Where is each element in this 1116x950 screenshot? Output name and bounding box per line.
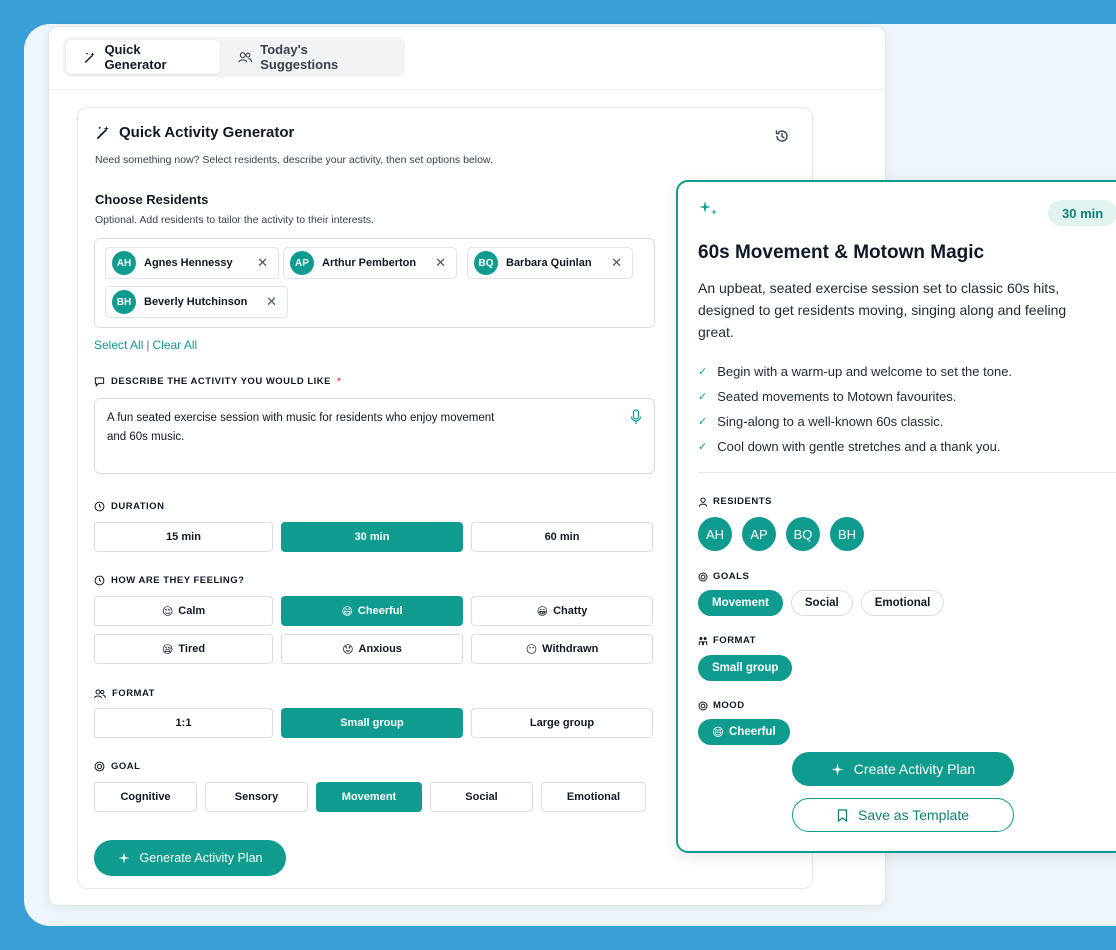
feeling-option-tired[interactable] (94, 634, 273, 664)
resident-chip-agnes (105, 247, 279, 279)
plan-residents-label (698, 496, 772, 507)
create-button-label: Create Activity Plan (853, 761, 976, 777)
duration-options (94, 522, 653, 552)
generate-button-label: Generate Activity Plan (139, 851, 263, 865)
card-title-text: Quick Activity Generator (119, 124, 295, 141)
save-button-label: Save as Template (857, 807, 970, 823)
wand-icon (84, 51, 96, 64)
tab-quick-generator[interactable] (66, 40, 220, 74)
wand-icon (96, 125, 111, 140)
bookmark-icon (837, 809, 848, 822)
resident-chip-barbara (467, 247, 633, 279)
clock-icon (94, 501, 105, 512)
tired-emoji-icon: 😪 (161, 643, 174, 656)
goal-label-text: GOAL (111, 761, 141, 772)
tab-label: Today's Suggestions (260, 42, 339, 72)
mood-label-text: MOOD (713, 700, 745, 711)
check-icon: ✓ (698, 416, 708, 428)
feeling-option-cheerful[interactable] (281, 596, 463, 626)
sparkles-icon (698, 200, 720, 218)
goal-pill-social[interactable]: Social (791, 590, 853, 616)
feeling-option-chatty[interactable] (471, 596, 653, 626)
duration-option-30[interactable]: 30 min (281, 522, 463, 552)
goal-pill-movement[interactable]: Movement (698, 590, 783, 616)
plan-step-text: Cool down with gentle stretches and a thank you. (717, 439, 1001, 454)
withdrawn-emoji-icon: 😶 (525, 643, 538, 656)
describe-label (94, 376, 341, 387)
plan-mood (698, 719, 790, 745)
required-marker: * (336, 376, 342, 387)
select-all-link[interactable]: Select All (94, 338, 144, 352)
selection-links (94, 338, 197, 352)
plan-step-text: Seated movements to Motown favourites. (717, 389, 957, 404)
check-icon: ✓ (698, 366, 708, 378)
avatar: AH (698, 517, 732, 551)
feeling-label: Anxious (358, 643, 402, 655)
plan-step (698, 434, 1012, 459)
format-label-text: FORMAT (713, 635, 756, 646)
plan-step (698, 409, 1012, 434)
check-icon: ✓ (698, 441, 708, 453)
cheerful-emoji-icon: 😄 (712, 727, 724, 739)
activity-plan-panel (676, 180, 1116, 853)
format-label-text: FORMAT (112, 688, 155, 699)
feeling-label (94, 575, 244, 586)
plan-step (698, 359, 1012, 384)
goal-label (94, 761, 140, 772)
create-activity-plan-button[interactable] (792, 752, 1014, 786)
target-icon (698, 701, 708, 711)
plan-format (698, 655, 792, 681)
header-divider (49, 89, 885, 90)
comment-icon (94, 376, 105, 387)
resident-name: Arthur Pemberton (322, 257, 417, 269)
target-icon (698, 572, 708, 582)
avatar: AP (742, 517, 776, 551)
remove-resident-button[interactable]: ✕ (266, 294, 277, 309)
feeling-options-row-1 (94, 596, 653, 626)
people-icon (698, 636, 708, 646)
residents-subtitle: Optional. Add residents to tailor the activity to their interests. (95, 214, 374, 226)
anxious-emoji-icon: 😟 (342, 643, 354, 656)
feeling-label: Withdrawn (542, 643, 599, 655)
mood-text: Cheerful (729, 726, 776, 738)
feeling-label: Calm (178, 605, 206, 617)
avatar: BH (112, 290, 136, 314)
clock-icon (94, 575, 105, 586)
duration-option-60[interactable]: 60 min (471, 522, 653, 552)
format-label (94, 688, 155, 699)
plan-format-label (698, 635, 756, 646)
resident-name: Barbara Quinlan (506, 257, 592, 269)
plan-mood-label (698, 700, 745, 711)
generate-activity-plan-button[interactable] (94, 840, 286, 876)
format-option-small-group[interactable]: Small group (281, 708, 463, 738)
user-icon (698, 497, 708, 507)
goal-option-social[interactable]: Social (430, 782, 533, 812)
residents-label-text: RESIDENTS (713, 496, 772, 507)
remove-resident-button[interactable]: ✕ (435, 255, 446, 270)
goal-option-sensory[interactable]: Sensory (205, 782, 308, 812)
link-separator: | (146, 338, 150, 352)
history-icon[interactable] (774, 128, 790, 144)
feeling-options-row-2 (94, 634, 653, 664)
goal-option-cognitive[interactable]: Cognitive (94, 782, 197, 812)
resident-name: Agnes Hennessy (144, 257, 233, 269)
plan-goals-label (698, 571, 749, 582)
mood-pill[interactable] (698, 719, 790, 745)
plan-step (698, 384, 1012, 409)
resident-chip-arthur (283, 247, 457, 279)
plan-title: 60s Movement & Motown Magic (698, 242, 985, 263)
remove-resident-button[interactable]: ✕ (257, 255, 268, 270)
format-options (94, 708, 653, 738)
feeling-label: Chatty (553, 605, 588, 617)
chatty-emoji-icon: 😀 (536, 605, 549, 618)
duration-label (94, 501, 164, 512)
check-icon: ✓ (698, 391, 708, 403)
resident-name: Beverly Hutchinson (144, 296, 248, 308)
format-option-large-group[interactable]: Large group (471, 708, 653, 738)
feeling-label: Cheerful (357, 605, 403, 617)
plan-steps (698, 359, 1012, 459)
format-option-one-to-one[interactable]: 1:1 (94, 708, 273, 738)
format-pill[interactable]: Small group (698, 655, 792, 681)
goal-options (94, 782, 646, 812)
feeling-option-anxious[interactable] (281, 634, 463, 664)
goal-pill-emotional[interactable]: Emotional (861, 590, 945, 616)
plan-step-text: Sing-along to a well-known 60s classic. (717, 414, 944, 429)
residents-title: Choose Residents (95, 192, 209, 207)
plan-goals (698, 590, 944, 616)
activity-description-text: A fun seated exercise session with music for residents who enjoy movement and 60s music. (107, 412, 495, 443)
plan-description: An upbeat, seated exercise session set to classic 60s hits, designed to get residents moving, singing along and feeling great. (698, 280, 1067, 340)
duration-label-text: DURATION (111, 501, 165, 512)
panel-divider (698, 472, 1116, 473)
goals-label-text: GOALS (713, 571, 750, 582)
describe-label-text: DESCRIBE THE ACTIVITY YOU WOULD LIKE (111, 376, 331, 387)
remove-resident-button[interactable]: ✕ (611, 255, 622, 270)
goal-option-emotional[interactable]: Emotional (541, 782, 646, 812)
avatar: BQ (474, 251, 498, 275)
calm-emoji-icon: 😌 (161, 605, 174, 618)
microphone-icon[interactable] (630, 409, 642, 425)
target-icon (94, 761, 105, 772)
card-subtitle: Need something now? Select residents, describe your activity, then set options below. (95, 154, 493, 166)
plan-step-text: Begin with a warm-up and welcome to set the tone. (717, 364, 1013, 379)
users-icon (238, 51, 252, 64)
card-title (96, 124, 294, 141)
duration-option-15[interactable]: 15 min (94, 522, 273, 552)
residents-selector[interactable] (94, 238, 655, 328)
resident-chip-beverly (105, 286, 288, 318)
cheerful-emoji-icon: 😄 (341, 605, 353, 618)
goal-option-movement[interactable]: Movement (316, 782, 422, 812)
avatar: BQ (786, 517, 820, 551)
feeling-option-calm[interactable] (94, 596, 273, 626)
feeling-label: Tired (178, 643, 206, 655)
tab-todays-suggestions[interactable] (220, 40, 402, 74)
plan-resident-avatars (698, 517, 864, 551)
avatar: AP (290, 251, 314, 275)
avatar: BH (830, 517, 864, 551)
sparkle-icon (831, 763, 844, 776)
duration-badge: 30 min (1048, 200, 1116, 226)
avatar: AH (112, 251, 136, 275)
tab-label: Quick Generator (104, 42, 167, 72)
tab-bar (63, 37, 405, 77)
save-as-template-button[interactable] (792, 798, 1014, 832)
feeling-label-text: HOW ARE THEY FEELING? (111, 575, 245, 586)
clear-all-link[interactable]: Clear All (152, 338, 198, 352)
feeling-option-withdrawn[interactable] (471, 634, 653, 664)
sparkle-icon (118, 852, 130, 864)
users-icon (94, 689, 106, 699)
activity-description-input[interactable] (94, 398, 655, 474)
